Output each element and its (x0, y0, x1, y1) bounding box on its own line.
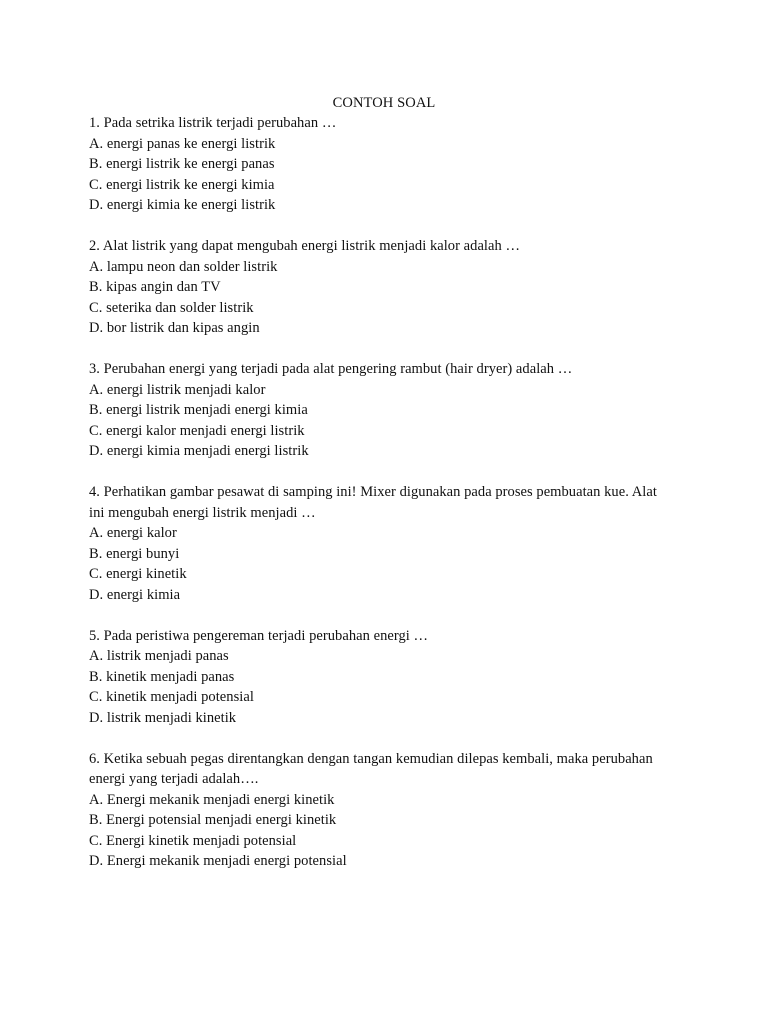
question-1-option-c: C. energi listrik ke energi kimia (89, 176, 275, 193)
question-3-option-d: D. energi kimia menjadi energi listrik (89, 443, 309, 459)
question-3-option-a: A. energi listrik menjadi kalor (89, 381, 266, 398)
page-title: CONTOH SOAL (332, 95, 436, 111)
question-2-option-c: C. seterika dan solder listrik (89, 299, 254, 316)
question-5-option-c: C. kinetik menjadi potensial (89, 689, 254, 705)
question-2-option-b: B. kipas angin dan TV (89, 279, 221, 295)
question-2 (89, 236, 689, 339)
question-1-option-b: B. energi listrik ke energi panas (89, 156, 275, 172)
question-list (89, 113, 689, 892)
question-4-option-d: D. energi kimia (89, 586, 181, 603)
question-2-option-a: A. lampu neon dan solder listrik (89, 258, 278, 275)
question-3-option-b: B. energi listrik menjadi energi kimia (89, 402, 308, 418)
question-5-option-a: A. listrik menjadi panas (89, 648, 229, 664)
question-4-option-c: C. energi kinetik (89, 566, 187, 582)
question-6-stem-line-2: energi yang terjadi adalah…. (89, 771, 259, 787)
question-3-option-c: C. energi kalor menjadi energi listrik (89, 422, 305, 439)
question-6-option-c: C. Energi kinetik menjadi potensial (89, 832, 297, 849)
question-3 (89, 359, 689, 462)
question-6-option-a: A. Energi mekanik menjadi energi kinetik (89, 791, 335, 808)
question-6-option-d: D. Energi mekanik menjadi energi potensial (89, 853, 347, 869)
question-5 (89, 626, 689, 729)
question-1 (89, 113, 689, 216)
question-4 (89, 482, 689, 605)
question-4-stem-line-2: ini mengubah energi listrik menjadi … (89, 504, 316, 521)
question-4-option-b: B. energi bunyi (89, 545, 180, 562)
question-3-stem: 3. Perubahan energi yang terjadi pada alat pengering rambut (hair dryer) adalah … (89, 361, 573, 377)
question-6-option-b: B. Energi potensial menjadi energi kinetik (89, 812, 337, 828)
question-1-stem: 1. Pada setrika listrik terjadi perubahan … (89, 115, 337, 131)
question-5-option-d: D. listrik menjadi kinetik (89, 709, 237, 726)
question-5-option-b: B. kinetik menjadi panas (89, 668, 235, 685)
question-1-option-a: A. energi panas ke energi listrik (89, 135, 276, 152)
question-1-option-d: D. energi kimia ke energi listrik (89, 197, 276, 213)
question-2-option-d: D. bor listrik dan kipas angin (89, 320, 260, 336)
question-4-option-a: A. energi kalor (89, 525, 177, 541)
question-6 (89, 749, 689, 872)
question-6-stem-line-1: 6. Ketika sebuah pegas direntangkan dengan tangan kemudian dilepas kembali, maka perubahan (89, 750, 653, 767)
question-4-stem-line-1: 4. Perhatikan gambar pesawat di samping ini! Mixer digunakan pada proses pembuatan kue. Alat (89, 484, 657, 500)
question-2-stem: 2. Alat listrik yang dapat mengubah energi listrik menjadi kalor adalah … (89, 238, 521, 254)
question-5-stem: 5. Pada peristiwa pengereman terjadi perubahan energi … (89, 627, 429, 644)
